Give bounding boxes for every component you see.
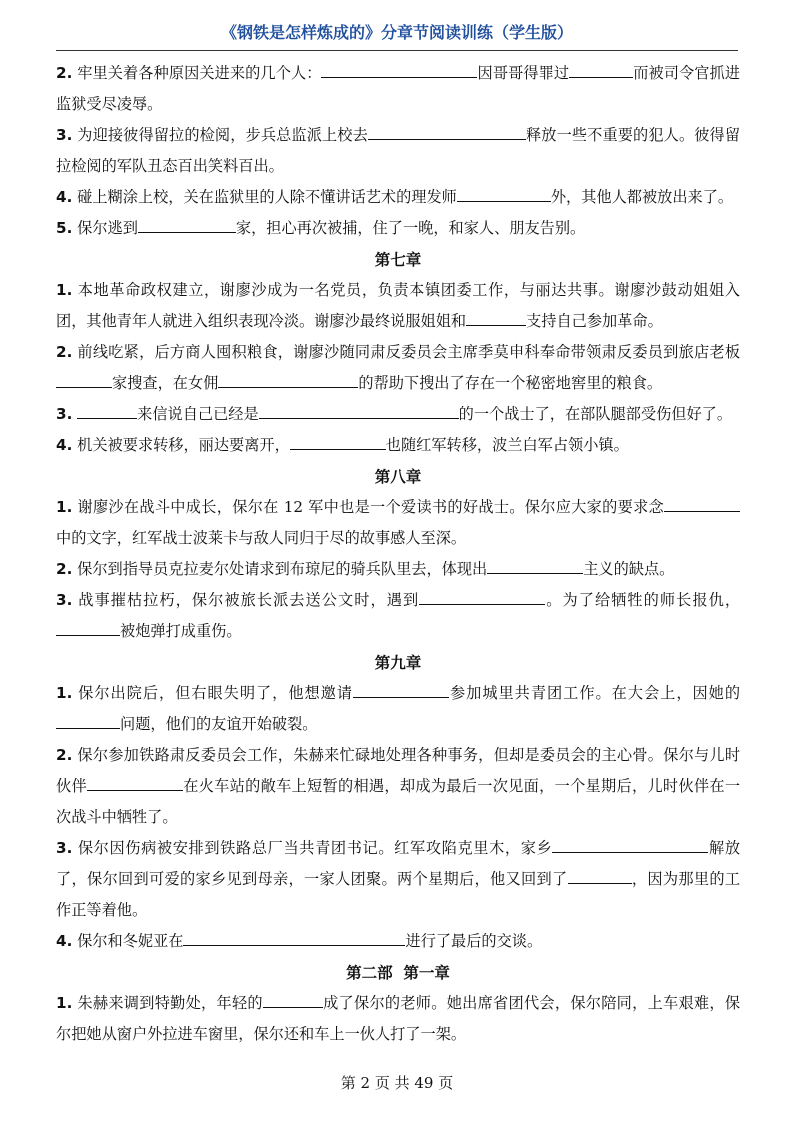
question-text: 的帮助下搜出了存在一个秘密地窖里的粮食。 bbox=[358, 374, 663, 392]
question-text: 外，其他人都被放出来了。 bbox=[550, 188, 734, 206]
question-text: 来信说自己已经是 bbox=[137, 405, 259, 423]
question-text: 也随红军转移，波兰白军占领小镇。 bbox=[385, 436, 629, 454]
question-number: 4. bbox=[56, 436, 73, 454]
question-number: 3. bbox=[56, 591, 73, 609]
question-text: 中的文字，红军战士波莱卡与敌人同归于尽的故事感人至深。 bbox=[56, 529, 467, 547]
question-text: 碰上糊涂上校，关在监狱里的人除不懂讲话艺术的理发师 bbox=[77, 188, 457, 206]
question-item bbox=[56, 833, 740, 926]
question-number: 1. bbox=[56, 994, 73, 1012]
question-text: 解放了，保尔回到可爱的家乡见到母亲，一家人团聚。两个星期后，他又回到了 bbox=[56, 839, 741, 888]
question-text: 谢廖沙在战斗中成长，保尔在 12 军中也是一个爱读书的好战士。保尔应大家的要求念 bbox=[77, 498, 665, 516]
answer-blank[interactable] bbox=[263, 990, 323, 1008]
question-item bbox=[56, 554, 740, 585]
answer-blank[interactable] bbox=[487, 556, 583, 574]
question-item bbox=[56, 275, 740, 337]
question-text: 的一个战士了，在部队腿部受伤但好了。 bbox=[458, 405, 733, 423]
answer-blank[interactable] bbox=[56, 618, 120, 636]
question-text: 本地革命政权建立，谢廖沙成为一名党员，负责本镇团委工作，与丽达共事。谢廖沙鼓动姐姐入团，其他青年人就进入组织表现冷淡。谢廖沙最终说服姐姐和 bbox=[56, 281, 740, 330]
chapter-heading: 第八章 bbox=[374, 467, 422, 486]
question-item bbox=[56, 213, 740, 244]
question-number: 2. bbox=[56, 560, 73, 578]
page-number-footer: 第 2 页 共 49 页 bbox=[340, 1074, 454, 1092]
question-item bbox=[56, 120, 740, 182]
question-number: 1. bbox=[56, 684, 73, 702]
answer-blank[interactable] bbox=[353, 680, 449, 698]
answer-blank[interactable] bbox=[457, 184, 551, 202]
answer-blank[interactable] bbox=[466, 308, 526, 326]
question-item bbox=[56, 337, 740, 399]
question-text: 保尔逃到 bbox=[77, 219, 138, 237]
question-number: 1. bbox=[56, 281, 73, 299]
chapter-heading: 第九章 bbox=[374, 653, 422, 672]
question-number: 4. bbox=[56, 188, 73, 206]
question-number: 4. bbox=[56, 932, 73, 950]
question-item bbox=[56, 430, 740, 461]
question-text: 因哥哥得罪过 bbox=[477, 64, 570, 82]
question-number: 1. bbox=[56, 498, 73, 516]
question-number: 2. bbox=[56, 343, 73, 361]
question-text: 在火车站的敞车上短暂的相遇，却成为最后一次见面，一个星期后，儿时伙伴在一次战斗中牺牲了。 bbox=[56, 777, 741, 826]
answer-blank[interactable] bbox=[290, 432, 386, 450]
question-text: 为迎接彼得留拉的检阅，步兵总监派上校去 bbox=[77, 126, 368, 144]
question-text: 保尔到指导员克拉麦尔处请求到布琼尼的骑兵队里去，体现出 bbox=[77, 560, 488, 578]
question-text: 而被司令官抓进监狱受尽凌辱。 bbox=[56, 64, 741, 113]
question-item bbox=[56, 678, 740, 740]
answer-blank[interactable] bbox=[368, 122, 526, 140]
question-number: 5. bbox=[56, 219, 73, 237]
question-text: 机关被要求转移，丽达要离开， bbox=[77, 436, 290, 454]
answer-blank[interactable] bbox=[664, 494, 740, 512]
answer-blank[interactable] bbox=[321, 60, 477, 78]
answer-blank[interactable] bbox=[419, 587, 545, 605]
question-text: 参加城里共青团工作。在大会上，因她的 bbox=[449, 684, 741, 702]
answer-blank[interactable] bbox=[568, 866, 632, 884]
question-text: 牢里关着各种原因关进来的几个人： bbox=[77, 64, 322, 82]
answer-blank[interactable] bbox=[77, 401, 137, 419]
header-rule bbox=[56, 50, 738, 51]
question-item bbox=[56, 492, 740, 554]
question-item bbox=[56, 58, 740, 120]
page-header-title: 《钢铁是怎样炼成的》分章节阅读训练（学生版） bbox=[220, 23, 573, 42]
question-text: 被炮弹打成重伤。 bbox=[120, 622, 242, 640]
page-content bbox=[56, 58, 740, 1050]
question-text: 。为了给牺牲的师长报仇， bbox=[545, 591, 741, 609]
question-text: 朱赫来调到特勤处，年轻的 bbox=[77, 994, 263, 1012]
answer-blank[interactable] bbox=[259, 401, 459, 419]
question-text: ，因为那里的工作正等着他。 bbox=[56, 870, 740, 919]
question-item bbox=[56, 399, 740, 430]
answer-blank[interactable] bbox=[138, 215, 236, 233]
question-number: 2. bbox=[56, 64, 73, 82]
question-item bbox=[56, 585, 740, 647]
answer-blank[interactable] bbox=[56, 711, 120, 729]
answer-blank[interactable] bbox=[218, 370, 358, 388]
question-number: 3. bbox=[56, 126, 73, 144]
question-text: 战事摧枯拉朽，保尔被旅长派去送公文时，遇到 bbox=[78, 591, 420, 609]
answer-blank[interactable] bbox=[87, 773, 183, 791]
question-text: 成了保尔的老师。她出席省团代会，保尔陪同，上车艰难，保尔把她从窗户外拉进车窗里，保尔还和车上一伙人打了一架。 bbox=[56, 994, 741, 1043]
question-item bbox=[56, 740, 740, 833]
question-text: 保尔出院后，但右眼失明了，他想邀请 bbox=[78, 684, 353, 702]
question-text: 保尔因伤病被安排到铁路总厂当共青团书记。红军攻陷克里木，家乡 bbox=[77, 839, 553, 857]
question-number: 2. bbox=[56, 746, 73, 764]
question-number: 3. bbox=[56, 405, 73, 423]
question-text: 家，担心再次被捕，住了一晚，和家人、朋友告别。 bbox=[235, 219, 586, 237]
question-text: 问题，他们的友谊开始破裂。 bbox=[120, 715, 318, 733]
question-number: 3. bbox=[56, 839, 73, 857]
answer-blank[interactable] bbox=[183, 928, 405, 946]
question-text: 保尔参加铁路肃反委员会工作，朱赫来忙碌地处理各种事务，但却是委员会的主心骨。保尔与儿时伙伴 bbox=[56, 746, 741, 795]
answer-blank[interactable] bbox=[569, 60, 633, 78]
question-item bbox=[56, 926, 740, 957]
chapter-heading: 第七章 bbox=[374, 250, 422, 269]
question-text: 前线吃紧，后方商人囤积粮食，谢廖沙随同肃反委员会主席季莫申科奉命带领肃反委员到旅店老板 bbox=[77, 343, 741, 361]
chapter-heading: 第二部 第一章 bbox=[346, 963, 450, 982]
question-text: 家搜查，在女佣 bbox=[112, 374, 219, 392]
question-text: 支持自己参加革命。 bbox=[526, 312, 663, 330]
question-text: 进行了最后的交谈。 bbox=[405, 932, 543, 950]
answer-blank[interactable] bbox=[552, 835, 708, 853]
question-item bbox=[56, 988, 740, 1050]
question-text: 保尔和冬妮亚在 bbox=[77, 932, 184, 950]
question-item bbox=[56, 182, 740, 213]
answer-blank[interactable] bbox=[56, 370, 112, 388]
question-text: 释放一些不重要的犯人。彼得留拉检阅的军队丑态百出笑料百出。 bbox=[56, 126, 741, 175]
question-text: 主义的缺点。 bbox=[583, 560, 675, 578]
